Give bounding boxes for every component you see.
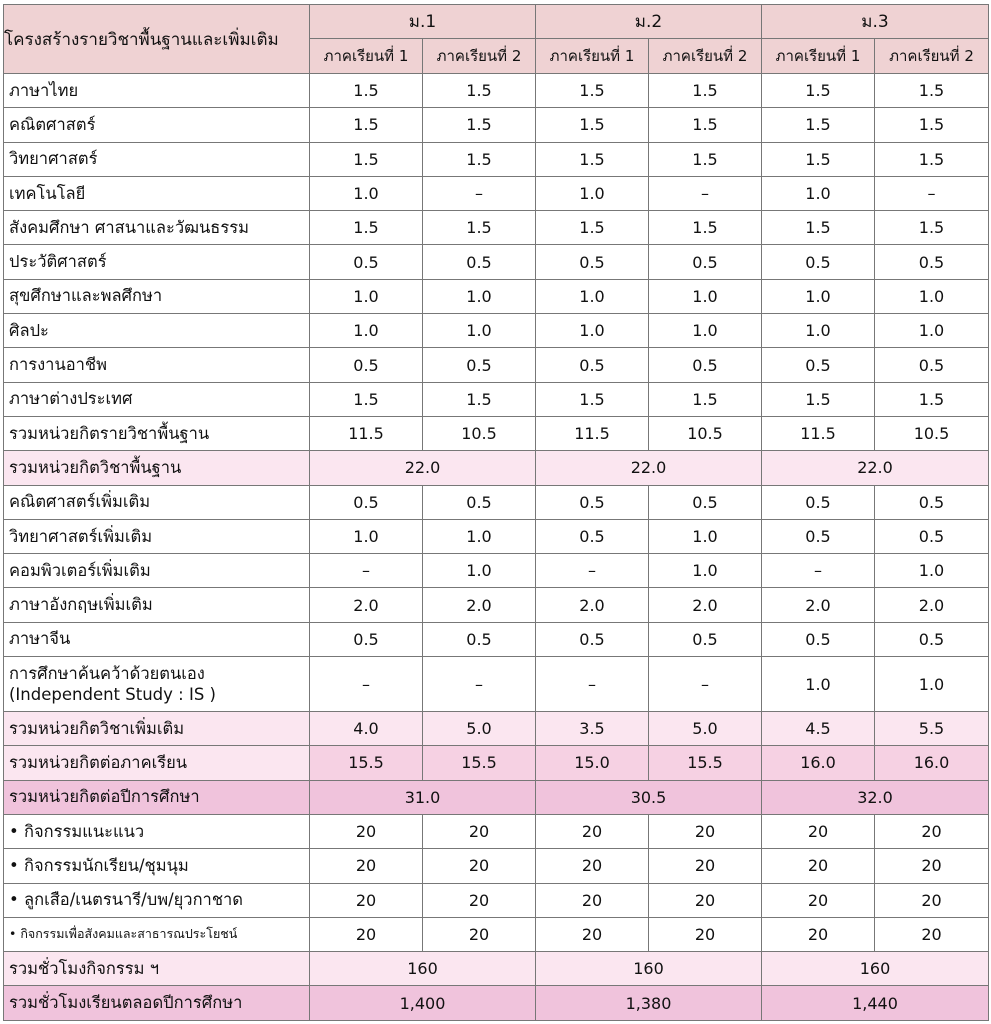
subject-name: รวมหน่วยกิตรายวิชาพื้นฐาน <box>4 416 310 450</box>
credit-cell: 2.0 <box>762 588 875 622</box>
subject-name: วิทยาศาสตร์เพิ่มเติม <box>4 519 310 553</box>
hours-cell: 20 <box>762 917 875 951</box>
hours-cell: 20 <box>762 814 875 848</box>
table-row <box>4 314 989 348</box>
credit-cell: 0.5 <box>310 348 423 382</box>
hours-cell: 20 <box>649 883 762 917</box>
credit-cell: 0.5 <box>536 519 649 553</box>
total-cell: 3.5 <box>536 712 649 746</box>
credit-cell: 0.5 <box>423 622 536 656</box>
credit-cell: 0.5 <box>536 622 649 656</box>
hours-cell: 20 <box>310 883 423 917</box>
total-cell: 160 <box>536 952 762 986</box>
row-label: รวมหน่วยกิตต่อภาคเรียน <box>4 746 310 780</box>
credit-cell: 1.0 <box>875 657 989 712</box>
credit-cell: 0.5 <box>649 348 762 382</box>
credit-cell: 1.0 <box>423 279 536 313</box>
credit-cell: 0.5 <box>875 622 989 656</box>
credit-cell: 2.0 <box>310 588 423 622</box>
table-row <box>4 279 989 313</box>
credit-cell: 1.5 <box>762 74 875 108</box>
total-cell: 1,380 <box>536 986 762 1020</box>
credit-cell: 1.5 <box>762 142 875 176</box>
hours-cell: 20 <box>649 814 762 848</box>
credit-cell: 0.5 <box>310 245 423 279</box>
credit-cell: 1.0 <box>762 176 875 210</box>
total-cell: 22.0 <box>310 451 536 485</box>
row-label: รวมชั่วโมงเรียนตลอดปีการศึกษา <box>4 986 310 1020</box>
total-cell: 15.0 <box>536 746 649 780</box>
hours-cell: 20 <box>649 917 762 951</box>
table-row <box>4 519 989 553</box>
credit-cell: 1.5 <box>423 382 536 416</box>
table-row <box>4 814 989 848</box>
total-cell: 5.5 <box>875 712 989 746</box>
total-cell: 32.0 <box>762 780 989 814</box>
table-row <box>4 245 989 279</box>
additional-total-row <box>4 712 989 746</box>
total-cell: 4.5 <box>762 712 875 746</box>
subject-name: การงานอาชีพ <box>4 348 310 382</box>
credit-cell: 11.5 <box>762 416 875 450</box>
credit-cell: 0.5 <box>536 348 649 382</box>
table-row <box>4 348 989 382</box>
credit-cell: 1.5 <box>762 382 875 416</box>
credit-cell: 0.5 <box>649 245 762 279</box>
total-cell: 1,400 <box>310 986 536 1020</box>
row-label: รวมหน่วยกิตต่อปีการศึกษา <box>4 780 310 814</box>
activity-hours-total-row <box>4 952 989 986</box>
credit-cell: 0.5 <box>423 485 536 519</box>
credit-cell: 0.5 <box>875 485 989 519</box>
credit-cell: 10.5 <box>875 416 989 450</box>
credit-cell: 1.5 <box>423 142 536 176</box>
credit-cell: 0.5 <box>423 348 536 382</box>
credit-cell: – <box>875 176 989 210</box>
credit-cell: 0.5 <box>310 485 423 519</box>
credit-cell: 1.0 <box>875 279 989 313</box>
total-cell: 15.5 <box>649 746 762 780</box>
credit-cell: 0.5 <box>762 519 875 553</box>
subject-name: ภาษาจีน <box>4 622 310 656</box>
hours-cell: 20 <box>875 814 989 848</box>
credit-cell: 1.0 <box>875 554 989 588</box>
credit-cell: 0.5 <box>649 485 762 519</box>
total-cell: 30.5 <box>536 780 762 814</box>
table-row <box>4 485 989 519</box>
credit-cell: – <box>536 554 649 588</box>
subject-name: วิทยาศาสตร์ <box>4 142 310 176</box>
credit-cell: 1.5 <box>875 74 989 108</box>
credit-cell: 1.0 <box>649 554 762 588</box>
credit-cell: – <box>762 554 875 588</box>
credit-cell: – <box>310 554 423 588</box>
grade-header-m2: ม.2 <box>536 5 762 39</box>
subject-name <box>4 657 310 712</box>
total-cell: 22.0 <box>536 451 762 485</box>
total-cell: 1,440 <box>762 986 989 1020</box>
subject-name: เทคโนโลยี <box>4 176 310 210</box>
table-row <box>4 142 989 176</box>
credit-cell: 1.0 <box>423 554 536 588</box>
credit-cell: 1.5 <box>310 211 423 245</box>
semester-header: ภาคเรียนที่ 1 <box>310 39 423 74</box>
credit-cell: 1.0 <box>536 279 649 313</box>
credit-cell: 0.5 <box>762 245 875 279</box>
credit-cell: – <box>423 176 536 210</box>
activity-name: • กิจกรรมเพื่อสังคมและสาธารณประโยชน์ <box>4 917 310 951</box>
credit-cell: 1.5 <box>536 74 649 108</box>
credit-cell: 1.0 <box>875 314 989 348</box>
credit-cell: 1.5 <box>310 142 423 176</box>
hours-cell: 20 <box>875 883 989 917</box>
subject-name: สังคมศึกษา ศาสนาและวัฒนธรรม <box>4 211 310 245</box>
total-cell: 160 <box>310 952 536 986</box>
credit-cell: 1.5 <box>423 211 536 245</box>
credit-cell: 1.5 <box>423 108 536 142</box>
subject-name: ศิลปะ <box>4 314 310 348</box>
credit-cell: 1.0 <box>423 314 536 348</box>
credit-cell: 0.5 <box>310 622 423 656</box>
table-row <box>4 657 989 712</box>
credit-cell: 0.5 <box>536 485 649 519</box>
hours-cell: 20 <box>762 849 875 883</box>
credit-cell: 10.5 <box>423 416 536 450</box>
curriculum-table <box>3 4 989 1021</box>
credit-cell: 1.0 <box>310 176 423 210</box>
credit-cell: 0.5 <box>762 485 875 519</box>
credit-cell: 0.5 <box>649 622 762 656</box>
credit-cell: 1.5 <box>762 211 875 245</box>
table-row <box>4 622 989 656</box>
study-hours-total-row <box>4 986 989 1020</box>
credit-cell: – <box>649 657 762 712</box>
credit-cell: 10.5 <box>649 416 762 450</box>
activity-name: • กิจกรรมแนะแนว <box>4 814 310 848</box>
credit-cell: 0.5 <box>762 622 875 656</box>
hours-cell: 20 <box>423 814 536 848</box>
credit-cell: 1.0 <box>536 176 649 210</box>
credit-cell: 1.5 <box>875 142 989 176</box>
hours-cell: 20 <box>536 883 649 917</box>
hours-cell: 20 <box>310 849 423 883</box>
row-label: รวมชั่วโมงกิจกรรม ฯ <box>4 952 310 986</box>
total-cell: 22.0 <box>762 451 989 485</box>
table-row <box>4 74 989 108</box>
credit-cell: 0.5 <box>875 519 989 553</box>
hours-cell: 20 <box>310 814 423 848</box>
credit-cell: 1.0 <box>649 314 762 348</box>
subject-name: ภาษาต่างประเทศ <box>4 382 310 416</box>
credit-cell: 1.5 <box>536 142 649 176</box>
subject-name: ประวัติศาสตร์ <box>4 245 310 279</box>
credit-cell: 2.0 <box>649 588 762 622</box>
credit-cell: 1.5 <box>423 74 536 108</box>
subject-name: คณิตศาสตร์ <box>4 108 310 142</box>
hours-cell: 20 <box>536 917 649 951</box>
subject-name: คอมพิวเตอร์เพิ่มเติม <box>4 554 310 588</box>
core-total-row <box>4 451 989 485</box>
subject-name: คณิตศาสตร์เพิ่มเติม <box>4 485 310 519</box>
activity-name: • ลูกเสือ/เนตรนารี/บพ/ยุวกาชาด <box>4 883 310 917</box>
activity-name: • กิจกรรมนักเรียน/ชุมนุม <box>4 849 310 883</box>
total-cell: 160 <box>762 952 989 986</box>
credit-cell: – <box>310 657 423 712</box>
hours-cell: 20 <box>536 849 649 883</box>
subject-name: ภาษาอังกฤษเพิ่มเติม <box>4 588 310 622</box>
table-row <box>4 108 989 142</box>
credit-cell: 0.5 <box>762 348 875 382</box>
credit-cell: 1.5 <box>649 74 762 108</box>
semester-header: ภาคเรียนที่ 1 <box>762 39 875 74</box>
credit-cell: 1.0 <box>762 657 875 712</box>
hours-cell: 20 <box>423 917 536 951</box>
subject-name: สุขศึกษาและพลศึกษา <box>4 279 310 313</box>
grade-header-m1: ม.1 <box>310 5 536 39</box>
credit-cell: 1.0 <box>310 314 423 348</box>
credit-cell: 1.5 <box>649 108 762 142</box>
hours-cell: 20 <box>762 883 875 917</box>
table-corner-title: โครงสร้างรายวิชาพื้นฐานและเพิ่มเติม <box>4 5 310 74</box>
table-row <box>4 588 989 622</box>
semester-header: ภาคเรียนที่ 2 <box>423 39 536 74</box>
semester-header: ภาคเรียนที่ 2 <box>875 39 989 74</box>
row-label: รวมหน่วยกิตวิชาเพิ่มเติม <box>4 712 310 746</box>
credit-cell: 1.0 <box>536 314 649 348</box>
credit-cell: 1.5 <box>536 211 649 245</box>
credit-cell: 2.0 <box>536 588 649 622</box>
credit-cell: 1.5 <box>310 382 423 416</box>
total-cell: 4.0 <box>310 712 423 746</box>
credit-cell: 1.5 <box>536 382 649 416</box>
hours-cell: 20 <box>649 849 762 883</box>
credit-cell: 0.5 <box>875 245 989 279</box>
grade-header-m3: ม.3 <box>762 5 989 39</box>
hours-cell: 20 <box>310 917 423 951</box>
credit-cell: – <box>536 657 649 712</box>
credit-cell: 1.5 <box>875 211 989 245</box>
hours-cell: 20 <box>423 883 536 917</box>
table-row <box>4 883 989 917</box>
credit-cell: – <box>423 657 536 712</box>
hours-cell: 20 <box>875 917 989 951</box>
table-row <box>4 416 989 450</box>
hours-cell: 20 <box>536 814 649 848</box>
semester-total-row <box>4 746 989 780</box>
row-label: รวมหน่วยกิตวิชาพื้นฐาน <box>4 451 310 485</box>
credit-cell: 11.5 <box>536 416 649 450</box>
table-row <box>4 849 989 883</box>
credit-cell: 1.0 <box>762 279 875 313</box>
credit-cell: 1.5 <box>875 382 989 416</box>
credit-cell: 2.0 <box>423 588 536 622</box>
credit-cell: 0.5 <box>875 348 989 382</box>
semester-header: ภาคเรียนที่ 1 <box>536 39 649 74</box>
table-row <box>4 211 989 245</box>
credit-cell: 1.5 <box>649 142 762 176</box>
credit-cell: – <box>649 176 762 210</box>
total-cell: 16.0 <box>762 746 875 780</box>
credit-cell: 1.0 <box>423 519 536 553</box>
total-cell: 5.0 <box>423 712 536 746</box>
semester-header: ภาคเรียนที่ 2 <box>649 39 762 74</box>
subject-name: ภาษาไทย <box>4 74 310 108</box>
credit-cell: 1.5 <box>649 211 762 245</box>
credit-cell: 1.0 <box>762 314 875 348</box>
hours-cell: 20 <box>875 849 989 883</box>
credit-cell: 1.0 <box>310 279 423 313</box>
table-row <box>4 554 989 588</box>
hours-cell: 20 <box>423 849 536 883</box>
credit-cell: 1.5 <box>875 108 989 142</box>
table-row <box>4 917 989 951</box>
credit-cell: 1.0 <box>310 519 423 553</box>
total-cell: 15.5 <box>310 746 423 780</box>
credit-cell: 1.5 <box>649 382 762 416</box>
credit-cell: 1.5 <box>762 108 875 142</box>
total-cell: 16.0 <box>875 746 989 780</box>
total-cell: 15.5 <box>423 746 536 780</box>
year-total-row <box>4 780 989 814</box>
table-row <box>4 176 989 210</box>
credit-cell: 1.0 <box>649 519 762 553</box>
credit-cell: 2.0 <box>875 588 989 622</box>
credit-cell: 0.5 <box>536 245 649 279</box>
credit-cell: 1.5 <box>536 108 649 142</box>
table-row <box>4 382 989 416</box>
credit-cell: 1.5 <box>310 74 423 108</box>
subject-name-line1: การศึกษาค้นคว้าด้วยตนเอง <box>9 664 205 684</box>
credit-cell: 0.5 <box>423 245 536 279</box>
credit-cell: 1.5 <box>310 108 423 142</box>
credit-cell: 1.0 <box>649 279 762 313</box>
total-cell: 31.0 <box>310 780 536 814</box>
credit-cell: 11.5 <box>310 416 423 450</box>
total-cell: 5.0 <box>649 712 762 746</box>
subject-name-line2: (Independent Study : IS ) <box>9 685 216 705</box>
